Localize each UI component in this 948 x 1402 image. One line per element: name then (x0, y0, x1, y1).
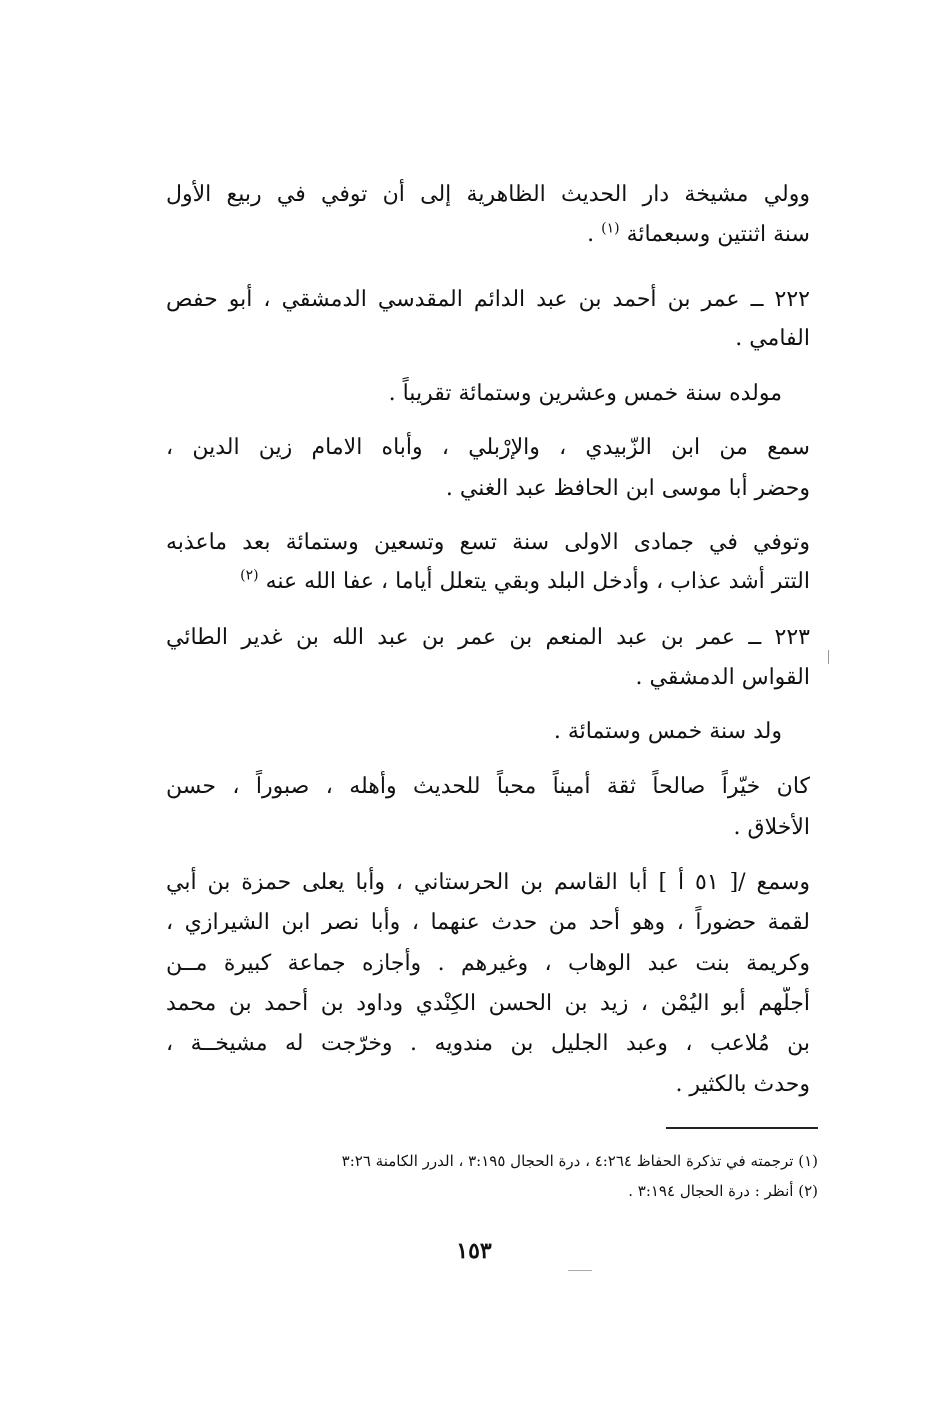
footnote: (٢) أنظر : درة الحجال ٣:١٩٤ . (628, 1182, 818, 1200)
text-line: وكريمة بنت عبد الوهاب ، وغيرهم . وأجازه جماعة كبيرة مــن (166, 951, 810, 976)
text-line-content: سنة اثنتين وسبعمائة (626, 222, 810, 247)
text-line: أجلّهم أبو اليُمْن ، زيد بن الحسن الكِنْدي وداود بن أحمد بن محمد (166, 991, 810, 1016)
text-line (166, 565, 810, 599)
text-line (166, 218, 810, 252)
text-line: وتوفي في جمادى الاولى سنة تسع وتسعين وستمائة بعد ماعذبه (166, 530, 810, 555)
text-line: الأخلاق . (733, 815, 810, 840)
text-line: بن مُلاعب ، وعبد الجليل بن مندويه . وخرّجت له مشيخــة ، (166, 1031, 810, 1056)
footnote: (١) ترجمته في تذكرة الحفاظ ٤:٢٦٤ ، درة الحجال ٣:١٩٥ ، الدرر الكامنة ٣:٢٦ (341, 1152, 818, 1170)
text-line (166, 715, 810, 749)
text-line-content: مولده سنة خمس وعشرين وستمائة تقريباً . (388, 381, 782, 406)
scan-mark (568, 1270, 592, 1271)
text-line: لقمة حضوراً ، وهو أحد من حدث عنهما ، وأبا نصر ابن الشيرازي ، (166, 910, 810, 935)
text-line-content: ولد سنة خمس وستمائة . (553, 719, 782, 744)
text-line: سمع من ابن الزّبيدي ، والإرْبلي ، وأباه الامام زين الدين ، (166, 435, 810, 460)
text-line: وحضر أبا موسى ابن الحافظ عبد الغني . (445, 476, 810, 501)
scan-mark (828, 650, 829, 664)
entry-heading-line: ٢٢٢ ــ عمر بن أحمد بن عبد الدائم المقدسي الدمشقي ، أبو حفص (166, 287, 810, 312)
footnote-marker: (٢) (240, 567, 259, 584)
text-line: الفامي . (735, 326, 810, 351)
text-line (166, 377, 810, 411)
text-line-content: التتر أشد عذاب ، وأدخل البلد وبقي يتعلل أياما ، عفا الله عنه (265, 569, 810, 594)
footnote-separator (666, 1127, 818, 1129)
page-number: ١٥٣ (456, 1238, 492, 1264)
text-line: القواس الدمشقي . (635, 665, 810, 690)
entry-heading-line: ٢٢٣ ــ عمر بن عبد المنعم بن عمر بن عبد الله بن غدير الطائي (166, 625, 810, 650)
footnote-marker: (١) (601, 220, 620, 237)
text-line: وولي مشيخة دار الحديث الظاهرية إلى أن توفي في ربيع الأول (166, 182, 810, 207)
text-line: وحدث بالكثير . (675, 1072, 810, 1097)
text-line: كان خيّراً صالحاً ثقة أميناً محباً للحديث وأهله ، صبوراً ، حسن (166, 774, 810, 799)
text-line-punct: . (587, 222, 595, 247)
text-line: وسمع /[ ٥١ أ ] أبا القاسم بن الحرستاني ، وأبا يعلى حمزة بن أبي (166, 870, 810, 895)
